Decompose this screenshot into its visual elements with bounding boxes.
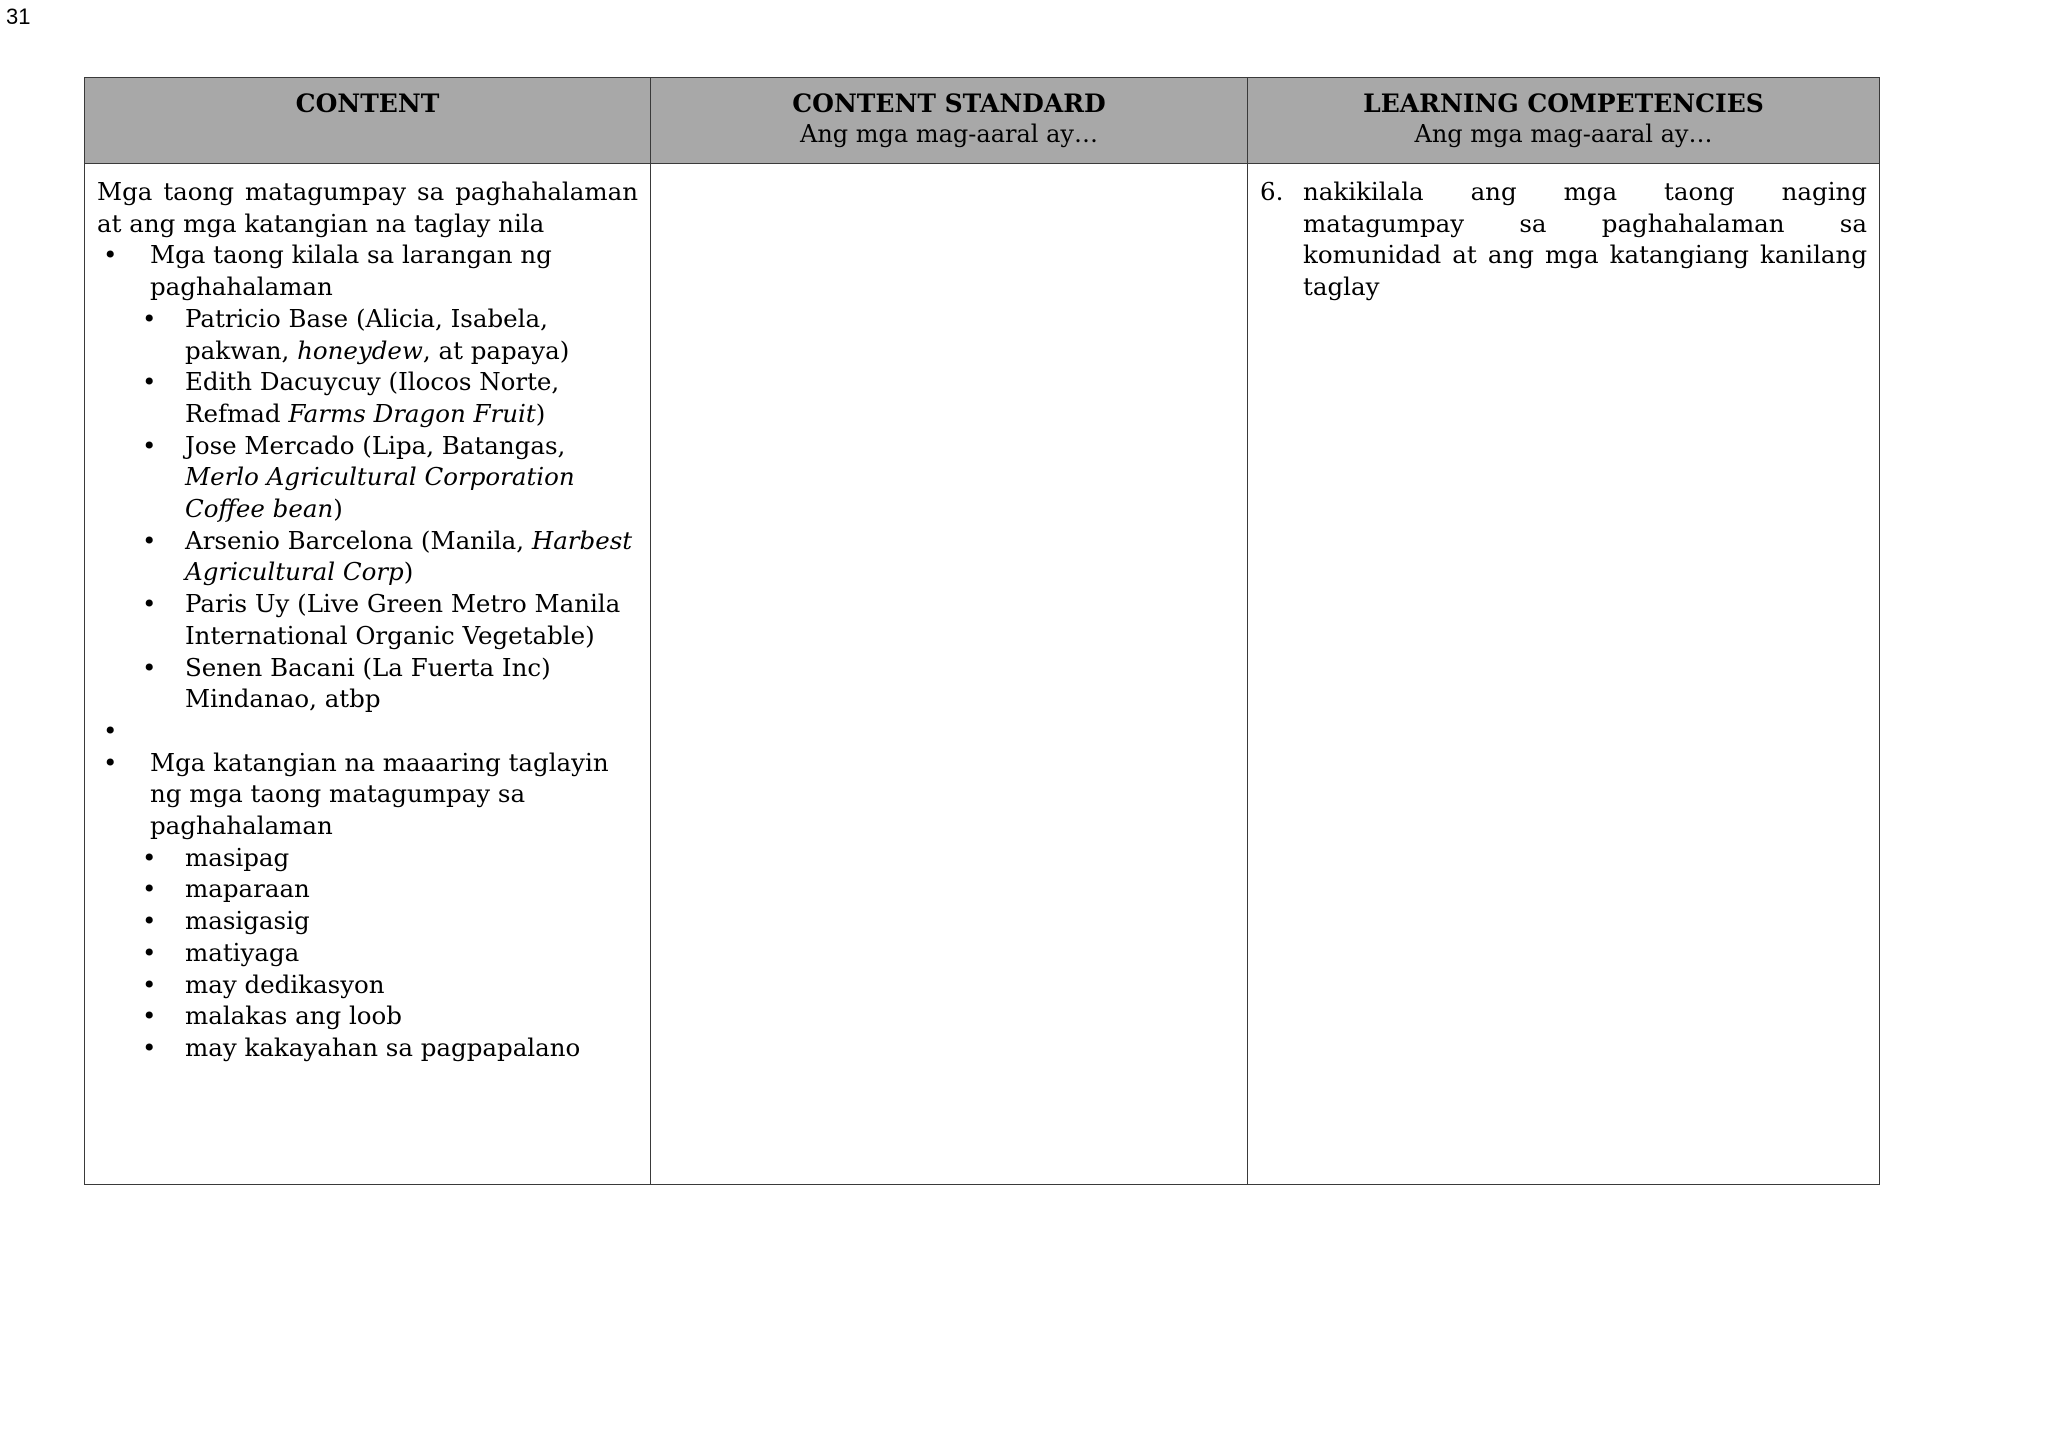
header-content-standard: [651, 78, 1248, 164]
header-learning-competencies: [1248, 78, 1880, 164]
section-traits-label: Mga katangian na maaaring taglayin ng mga taong matagumpay sa paghahalaman: [150, 747, 609, 841]
famous-person-italic-text: Harbest Agricultural Corp: [185, 525, 633, 587]
page-number: 31: [6, 4, 31, 29]
header-content-title: CONTENT: [295, 89, 440, 118]
famous-person-text: ): [535, 398, 546, 428]
famous-person-item: [150, 588, 638, 651]
famous-person-text: ): [333, 494, 343, 524]
famous-person-text: Paris Uy (Live Green Metro Manila International Organic Vegetable): [185, 589, 621, 650]
header-learning-competencies-subtitle: Ang mga mag-aaral ay…: [1414, 120, 1713, 148]
famous-person-item: [150, 525, 638, 588]
header-content-standard-subtitle: Ang mga mag-aaral ay…: [800, 120, 1098, 148]
competency-number: 6.: [1260, 177, 1284, 206]
famous-person-text: ): [403, 557, 414, 587]
competency-item: [1260, 176, 1867, 303]
famous-person-italic-text: Merlo Agricultural Corporation Coffee bean: [185, 462, 575, 524]
curriculum-table: [84, 77, 1880, 1185]
list-spacer: [97, 715, 638, 747]
famous-person-text: Patricio Base (Alicia, Isabela, pakwan,: [185, 303, 548, 365]
trait-item: • may kakayahan sa pagpapalano: [150, 1032, 638, 1064]
competency-cell: [1248, 164, 1880, 1185]
famous-person-text: Jose Mercado (Lipa, Batangas,: [185, 430, 566, 460]
header-content: [85, 78, 651, 164]
content-intro: Mga taong matagumpay sa paghahalaman at ang mga katangian na taglay nila: [97, 177, 638, 238]
famous-person-item: [150, 366, 638, 429]
table-header-row: [85, 78, 1880, 164]
famous-person-text: Senen Bacani (La Fuerta Inc) Mindanao, atbp: [185, 652, 551, 714]
famous-person-text: , at papaya): [422, 335, 570, 365]
table-row: [85, 164, 1880, 1185]
header-learning-competencies-title: LEARNING COMPETENCIES: [1363, 89, 1764, 118]
trait-item: • matiyaga: [150, 937, 638, 969]
famous-people-list: [150, 303, 638, 715]
content-cell: [85, 164, 651, 1185]
trait-item: • malakas ang loob: [150, 1000, 638, 1032]
famous-person-text: Edith Dacuycuy (Ilocos Norte, Refmad: [185, 367, 560, 428]
traits-list: [150, 842, 638, 1064]
famous-person-item: [150, 430, 638, 525]
section-famous-people-label: Mga taong kilala sa larangan ng paghahalaman: [150, 240, 552, 302]
content-standard-cell: [651, 164, 1248, 1185]
content-sections: [97, 239, 638, 1063]
famous-person-item: [150, 652, 638, 715]
trait-item: • may dedikasyon: [150, 969, 638, 1001]
famous-person-item: [150, 303, 638, 366]
trait-item: • masigasig: [150, 905, 638, 937]
trait-item: • maparaan: [150, 873, 638, 905]
competency-text: nakikilala ang mga taong naging matagumpay sa paghahalaman sa komunidad at ang mga katangiang kanilang taglay: [1303, 177, 1867, 302]
trait-item: • masipag: [150, 842, 638, 874]
section-traits: [97, 747, 638, 1064]
famous-person-italic-text: honeydew: [297, 335, 423, 365]
section-famous-people: [97, 239, 638, 715]
famous-person-text: Arsenio Barcelona (Manila,: [185, 525, 532, 555]
famous-person-italic-text: Farms Dragon Fruit: [288, 398, 536, 428]
header-content-standard-title: CONTENT STANDARD: [792, 89, 1106, 118]
